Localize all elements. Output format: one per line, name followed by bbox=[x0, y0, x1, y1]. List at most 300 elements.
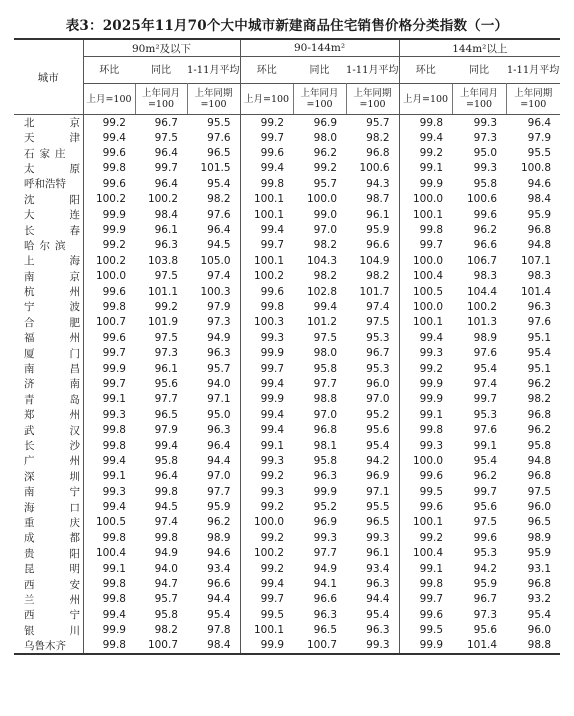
index-value-cell: 101.2 bbox=[306, 316, 338, 329]
index-value-cell: 96.5 bbox=[154, 408, 178, 421]
city-name-cell: 兰 州 bbox=[24, 593, 80, 606]
index-value-cell: 94.8 bbox=[527, 239, 552, 252]
index-value-cell: 93.2 bbox=[527, 593, 552, 606]
index-value-cell: 95.4 bbox=[473, 362, 498, 375]
index-value-cell: 101.3 bbox=[466, 316, 498, 329]
sub-header-large-yoy: 同比 bbox=[469, 64, 490, 76]
index-value-cell: 99.7 bbox=[154, 162, 178, 175]
index-value-cell: 95.9 bbox=[473, 578, 498, 591]
index-value-cell: 99.7 bbox=[240, 361, 293, 376]
index-value-cell: 98.2 bbox=[154, 624, 178, 637]
index-value-cell: 99.3 bbox=[83, 484, 135, 499]
index-value-cell: 95.9 bbox=[527, 547, 552, 560]
index-value-cell: 100.0 bbox=[399, 453, 452, 468]
index-value-cell: 94.9 bbox=[207, 331, 231, 344]
index-value-cell: 98.1 bbox=[313, 439, 338, 452]
index-value-cell: 104.4 bbox=[466, 285, 498, 298]
index-value-cell: 96.1 bbox=[366, 547, 390, 560]
index-value-cell: 98.8 bbox=[313, 393, 338, 406]
city-name-cell: 郑 州 bbox=[24, 409, 80, 422]
city-name-cell: 南 宁 bbox=[24, 486, 80, 499]
index-value-cell: 98.9 bbox=[207, 531, 231, 544]
index-value-cell: 101.1 bbox=[147, 285, 178, 298]
city-name-cell: 青 岛 bbox=[24, 393, 80, 406]
index-value-cell: 96.6 bbox=[366, 239, 390, 252]
city-name-cell: 天 津 bbox=[24, 132, 80, 145]
index-value-cell: 100.7 bbox=[306, 639, 338, 652]
index-value-cell: 99.7 bbox=[473, 485, 498, 498]
table-row bbox=[14, 130, 560, 145]
index-value-cell: 96.8 bbox=[313, 424, 338, 437]
table-row bbox=[14, 376, 560, 391]
index-value-cell: 96.6 bbox=[473, 239, 498, 252]
index-value-cell: 96.2 bbox=[473, 470, 498, 483]
city-name-cell: 沈 阳 bbox=[24, 193, 80, 206]
index-value-cell: 97.7 bbox=[313, 377, 338, 390]
index-value-cell: 97.9 bbox=[527, 131, 552, 144]
index-value-cell: 100.1 bbox=[399, 515, 452, 530]
index-value-cell: 99.8 bbox=[83, 530, 135, 545]
index-value-cell: 99.8 bbox=[154, 531, 178, 544]
index-value-cell: 97.9 bbox=[207, 300, 231, 313]
index-value-cell: 100.7 bbox=[83, 315, 135, 330]
index-value-cell: 101.4 bbox=[466, 639, 498, 652]
index-value-cell: 96.2 bbox=[313, 147, 338, 160]
index-value-cell: 99.3 bbox=[240, 453, 293, 468]
index-value-cell: 96.4 bbox=[154, 147, 178, 160]
index-value-cell: 95.6 bbox=[154, 377, 178, 390]
index-value-cell: 99.4 bbox=[240, 422, 293, 437]
index-value-cell: 99.1 bbox=[399, 561, 452, 576]
city-name-cell: 合 肥 bbox=[24, 316, 80, 329]
index-value-cell: 96.7 bbox=[366, 347, 390, 360]
index-value-cell: 99.6 bbox=[240, 284, 293, 299]
index-value-cell: 99.4 bbox=[240, 576, 293, 591]
index-value-cell: 100.3 bbox=[200, 285, 231, 298]
index-value-cell: 94.0 bbox=[207, 377, 231, 390]
table-row bbox=[14, 315, 560, 330]
index-value-cell: 100.7 bbox=[147, 639, 178, 652]
index-value-cell: 99.3 bbox=[473, 162, 498, 175]
index-value-cell: 98.9 bbox=[527, 531, 552, 544]
index-value-cell: 97.6 bbox=[207, 208, 231, 221]
index-value-cell: 99.9 bbox=[313, 485, 338, 498]
sub-header-small-yoy: 同比 bbox=[151, 64, 171, 76]
index-value-cell: 100.0 bbox=[83, 269, 135, 284]
index-value-cell: 95.6 bbox=[473, 501, 498, 514]
sub-header-small-ytd-avg: 1-11月平均 bbox=[187, 64, 240, 76]
table-row bbox=[14, 176, 560, 191]
index-value-cell: 97.1 bbox=[366, 485, 390, 498]
index-value-cell: 97.9 bbox=[154, 424, 178, 437]
index-value-cell: 99.2 bbox=[240, 469, 293, 484]
city-name-cell: 武 汉 bbox=[24, 424, 80, 437]
index-value-cell: 99.3 bbox=[399, 345, 452, 360]
index-value-cell: 97.3 bbox=[207, 316, 231, 329]
sub-header-large-ytd-avg: 1-11月平均 bbox=[506, 64, 560, 76]
index-value-cell: 100.0 bbox=[399, 192, 452, 207]
base-header-small-yoy: 上年同月=100 bbox=[135, 84, 187, 115]
table-row bbox=[14, 345, 560, 360]
index-value-cell: 94.6 bbox=[207, 547, 231, 560]
sub-header-medium-yoy: 同比 bbox=[309, 64, 330, 76]
index-value-cell: 96.1 bbox=[366, 208, 390, 221]
index-value-cell: 95.3 bbox=[366, 362, 390, 375]
index-value-cell: 95.7 bbox=[207, 362, 231, 375]
index-value-cell: 97.5 bbox=[366, 316, 390, 329]
index-value-cell: 99.3 bbox=[366, 639, 390, 652]
index-value-cell: 95.4 bbox=[366, 608, 390, 621]
base-header-large-yoy: 上年同月=100 bbox=[452, 84, 506, 115]
group-header-medium: 90-144m² bbox=[240, 39, 399, 57]
index-value-cell: 100.3 bbox=[240, 315, 293, 330]
index-value-cell: 98.2 bbox=[207, 193, 231, 206]
index-value-cell: 99.3 bbox=[313, 531, 338, 544]
index-value-cell: 99.9 bbox=[83, 361, 135, 376]
index-value-cell: 93.4 bbox=[366, 562, 390, 575]
table-row bbox=[14, 253, 560, 268]
index-value-cell: 102.8 bbox=[306, 285, 338, 298]
index-value-cell: 97.7 bbox=[154, 393, 178, 406]
index-value-cell: 95.4 bbox=[527, 608, 552, 621]
index-value-cell: 98.0 bbox=[313, 131, 338, 144]
index-value-cell: 93.4 bbox=[207, 562, 231, 575]
index-value-cell: 95.4 bbox=[473, 454, 498, 467]
index-value-cell: 97.7 bbox=[207, 485, 231, 498]
index-value-cell: 100.2 bbox=[240, 269, 293, 284]
index-value-cell: 99.8 bbox=[240, 299, 293, 314]
index-value-cell: 99.4 bbox=[83, 607, 135, 622]
index-value-cell: 96.2 bbox=[473, 224, 498, 237]
index-value-cell: 95.5 bbox=[366, 501, 390, 514]
city-name-cell: 西 安 bbox=[24, 578, 80, 591]
index-value-cell: 96.6 bbox=[207, 578, 231, 591]
index-value-cell: 99.8 bbox=[83, 592, 135, 607]
index-value-cell: 99.4 bbox=[154, 439, 178, 452]
index-value-cell: 99.4 bbox=[313, 300, 338, 313]
index-value-cell: 97.4 bbox=[207, 270, 231, 283]
index-value-cell: 98.8 bbox=[527, 639, 552, 652]
index-value-cell: 99.7 bbox=[399, 592, 452, 607]
index-value-cell: 99.6 bbox=[83, 330, 135, 345]
city-name-cell: 上 海 bbox=[24, 255, 80, 268]
index-value-cell: 99.2 bbox=[154, 300, 178, 313]
table-row bbox=[14, 499, 560, 514]
index-value-cell: 99.9 bbox=[399, 638, 452, 654]
index-value-cell: 98.3 bbox=[527, 270, 552, 283]
index-value-cell: 97.5 bbox=[154, 331, 178, 344]
table-row bbox=[14, 561, 560, 576]
index-value-cell: 99.6 bbox=[83, 145, 135, 160]
index-value-cell: 99.4 bbox=[240, 222, 293, 237]
base-header-small-mom: 上月=100 bbox=[83, 84, 135, 115]
sub-header-medium-ytd-avg: 1-11月平均 bbox=[346, 64, 399, 76]
index-value-cell: 100.4 bbox=[399, 546, 452, 561]
index-value-cell: 99.8 bbox=[399, 576, 452, 591]
index-value-cell: 95.7 bbox=[154, 593, 178, 606]
index-value-cell: 99.2 bbox=[399, 361, 452, 376]
index-value-cell: 96.3 bbox=[366, 624, 390, 637]
index-value-cell: 96.0 bbox=[527, 501, 552, 514]
index-value-cell: 99.8 bbox=[399, 422, 452, 437]
index-value-cell: 99.9 bbox=[399, 176, 452, 191]
index-value-cell: 100.4 bbox=[399, 269, 452, 284]
index-value-cell: 95.0 bbox=[207, 408, 231, 421]
index-value-cell: 99.1 bbox=[83, 469, 135, 484]
index-value-cell: 99.4 bbox=[83, 130, 135, 145]
table-row bbox=[14, 438, 560, 453]
index-value-cell: 100.1 bbox=[240, 623, 293, 638]
index-value-cell: 99.7 bbox=[473, 393, 498, 406]
index-value-cell: 97.0 bbox=[313, 408, 338, 421]
table-row bbox=[14, 607, 560, 622]
index-value-cell: 98.2 bbox=[366, 131, 390, 144]
index-value-cell: 95.9 bbox=[527, 208, 552, 221]
index-value-cell: 99.9 bbox=[399, 392, 452, 407]
index-value-cell: 97.6 bbox=[473, 347, 498, 360]
index-value-cell: 96.3 bbox=[313, 470, 338, 483]
index-value-cell: 99.1 bbox=[399, 161, 452, 176]
index-value-cell: 99.4 bbox=[83, 453, 135, 468]
index-value-cell: 99.4 bbox=[399, 130, 452, 145]
index-value-cell: 101.7 bbox=[359, 285, 390, 298]
index-value-cell: 95.4 bbox=[527, 347, 552, 360]
index-value-cell: 99.8 bbox=[83, 438, 135, 453]
index-value-cell: 96.7 bbox=[473, 593, 498, 606]
index-value-cell: 96.4 bbox=[154, 470, 178, 483]
city-name-cell: 福 州 bbox=[24, 332, 80, 345]
index-value-cell: 99.4 bbox=[240, 407, 293, 422]
index-value-cell: 96.8 bbox=[527, 408, 552, 421]
index-value-cell: 96.5 bbox=[207, 147, 231, 160]
index-value-cell: 99.7 bbox=[399, 238, 452, 253]
index-value-cell: 94.2 bbox=[366, 454, 390, 467]
index-value-cell: 101.4 bbox=[521, 285, 552, 298]
index-value-cell: 98.4 bbox=[207, 639, 231, 652]
index-value-cell: 100.2 bbox=[147, 193, 178, 206]
index-value-cell: 95.3 bbox=[473, 408, 498, 421]
index-value-cell: 96.3 bbox=[207, 347, 231, 360]
index-value-cell: 97.7 bbox=[313, 547, 338, 560]
city-name-cell: 北 京 bbox=[24, 117, 80, 129]
base-header-small-ytd-avg: 上年同期=100 bbox=[187, 84, 240, 115]
index-value-cell: 95.4 bbox=[366, 439, 390, 452]
index-value-cell: 94.9 bbox=[313, 562, 338, 575]
index-value-cell: 98.2 bbox=[366, 270, 390, 283]
index-value-cell: 99.6 bbox=[473, 531, 498, 544]
index-value-cell: 100.0 bbox=[306, 193, 338, 206]
sub-header-small-mom: 环比 bbox=[83, 57, 135, 84]
index-value-cell: 99.8 bbox=[240, 176, 293, 191]
base-header-medium-ytd-avg: 上年同期=100 bbox=[346, 84, 399, 115]
index-value-cell: 99.6 bbox=[83, 284, 135, 299]
index-value-cell: 99.6 bbox=[399, 607, 452, 622]
index-value-cell: 99.9 bbox=[240, 638, 293, 654]
index-value-cell: 99.9 bbox=[399, 376, 452, 391]
index-value-cell: 97.5 bbox=[313, 331, 338, 344]
index-value-cell: 99.2 bbox=[399, 530, 452, 545]
index-value-cell: 95.8 bbox=[154, 608, 178, 621]
index-value-cell: 99.3 bbox=[399, 438, 452, 453]
table-row bbox=[14, 361, 560, 376]
index-value-cell: 99.1 bbox=[83, 392, 135, 407]
index-value-cell: 94.1 bbox=[313, 578, 338, 591]
city-name-cell: 广 州 bbox=[24, 455, 80, 468]
index-value-cell: 99.9 bbox=[83, 207, 135, 222]
city-name-cell: 呼和浩特 bbox=[24, 178, 66, 191]
index-value-cell: 95.8 bbox=[473, 177, 498, 190]
index-value-cell: 95.7 bbox=[366, 116, 390, 129]
index-value-cell: 99.1 bbox=[83, 561, 135, 576]
index-value-cell: 99.7 bbox=[240, 592, 293, 607]
index-value-cell: 101.9 bbox=[147, 316, 178, 329]
index-value-cell: 99.8 bbox=[399, 222, 452, 237]
table-row bbox=[14, 623, 560, 638]
index-value-cell: 100.6 bbox=[466, 193, 498, 206]
table-row bbox=[14, 484, 560, 499]
index-value-cell: 98.0 bbox=[313, 347, 338, 360]
index-value-cell: 105.0 bbox=[200, 254, 231, 267]
table-row bbox=[14, 392, 560, 407]
city-name-cell: 长 春 bbox=[24, 224, 80, 237]
index-value-cell: 94.8 bbox=[527, 454, 552, 467]
group-header-large: 144m²以上 bbox=[399, 39, 560, 57]
index-value-cell: 96.4 bbox=[207, 224, 231, 237]
index-value-cell: 99.4 bbox=[240, 376, 293, 391]
index-value-cell: 95.5 bbox=[207, 116, 231, 129]
index-value-cell: 97.4 bbox=[366, 300, 390, 313]
index-value-cell: 100.6 bbox=[359, 162, 390, 175]
index-value-cell: 100.1 bbox=[399, 207, 452, 222]
index-value-cell: 100.1 bbox=[240, 253, 293, 268]
index-value-cell: 98.2 bbox=[313, 270, 338, 283]
index-value-cell: 99.4 bbox=[399, 330, 452, 345]
index-value-cell: 95.6 bbox=[473, 624, 498, 637]
index-value-cell: 97.0 bbox=[207, 470, 231, 483]
index-value-cell: 95.4 bbox=[207, 608, 231, 621]
table-row bbox=[14, 145, 560, 160]
index-value-cell: 95.4 bbox=[207, 177, 231, 190]
sub-header-row bbox=[14, 57, 560, 84]
index-value-cell: 99.4 bbox=[240, 161, 293, 176]
index-value-cell: 97.4 bbox=[154, 516, 178, 529]
index-value-cell: 95.1 bbox=[527, 331, 552, 344]
index-value-cell: 95.8 bbox=[154, 454, 178, 467]
table-row bbox=[14, 284, 560, 299]
index-value-cell: 95.9 bbox=[207, 501, 231, 514]
index-value-cell: 96.2 bbox=[207, 516, 231, 529]
city-name-cell: 太 原 bbox=[24, 162, 80, 175]
index-value-cell: 100.0 bbox=[399, 253, 452, 268]
table-row bbox=[14, 330, 560, 345]
price-index-table bbox=[14, 38, 560, 655]
index-value-cell: 96.3 bbox=[366, 578, 390, 591]
index-value-cell: 99.1 bbox=[399, 407, 452, 422]
table-row bbox=[14, 592, 560, 607]
table-row bbox=[14, 407, 560, 422]
index-value-cell: 107.1 bbox=[521, 254, 552, 267]
index-value-cell: 98.4 bbox=[527, 193, 552, 206]
index-value-cell: 100.0 bbox=[399, 299, 452, 314]
city-name-cell: 济 南 bbox=[24, 378, 80, 391]
index-value-cell: 100.5 bbox=[83, 515, 135, 530]
index-value-cell: 99.6 bbox=[399, 499, 452, 514]
city-name-cell: 成 都 bbox=[24, 532, 80, 545]
index-value-cell: 95.8 bbox=[313, 454, 338, 467]
base-header-row bbox=[14, 84, 560, 115]
index-value-cell: 96.9 bbox=[313, 516, 338, 529]
table-row bbox=[14, 469, 560, 484]
index-value-cell: 99.3 bbox=[473, 116, 498, 129]
index-value-cell: 99.2 bbox=[240, 499, 293, 514]
index-value-cell: 100.2 bbox=[466, 300, 498, 313]
index-value-cell: 96.8 bbox=[527, 470, 552, 483]
index-value-cell: 94.7 bbox=[154, 578, 178, 591]
index-value-cell: 97.5 bbox=[527, 485, 552, 498]
index-value-cell: 99.9 bbox=[83, 222, 135, 237]
base-header-large-ytd-avg: 上年同期=100 bbox=[506, 84, 560, 115]
index-value-cell: 96.9 bbox=[366, 470, 390, 483]
index-value-cell: 95.9 bbox=[366, 224, 390, 237]
index-value-cell: 97.6 bbox=[527, 316, 552, 329]
index-value-cell: 97.3 bbox=[473, 608, 498, 621]
index-value-cell: 96.8 bbox=[366, 147, 390, 160]
index-value-cell: 97.6 bbox=[207, 131, 231, 144]
table-row bbox=[14, 161, 560, 176]
index-value-cell: 99.6 bbox=[240, 145, 293, 160]
index-value-cell: 96.3 bbox=[154, 239, 178, 252]
index-value-cell: 94.5 bbox=[154, 501, 178, 514]
index-value-cell: 103.8 bbox=[147, 254, 178, 267]
index-value-cell: 99.0 bbox=[313, 208, 338, 221]
index-value-cell: 97.1 bbox=[207, 393, 231, 406]
table-row bbox=[14, 453, 560, 468]
index-value-cell: 99.8 bbox=[83, 638, 135, 654]
index-value-cell: 96.5 bbox=[527, 516, 552, 529]
index-value-cell: 96.5 bbox=[366, 516, 390, 529]
index-value-cell: 101.5 bbox=[200, 162, 231, 175]
index-value-cell: 97.3 bbox=[154, 347, 178, 360]
city-name-cell: 哈尔滨 bbox=[24, 239, 71, 252]
city-name-cell: 海 口 bbox=[24, 501, 80, 514]
index-value-cell: 96.0 bbox=[527, 624, 552, 637]
index-value-cell: 99.7 bbox=[240, 130, 293, 145]
index-value-cell: 96.2 bbox=[527, 377, 552, 390]
index-value-cell: 99.9 bbox=[240, 345, 293, 360]
index-value-cell: 98.2 bbox=[527, 393, 552, 406]
index-value-cell: 94.4 bbox=[207, 454, 231, 467]
city-name-cell: 南 京 bbox=[24, 270, 80, 283]
table-row bbox=[14, 115, 560, 131]
index-value-cell: 99.7 bbox=[83, 345, 135, 360]
city-name-cell: 贵 阳 bbox=[24, 547, 80, 560]
index-value-cell: 97.5 bbox=[473, 516, 498, 529]
index-value-cell: 96.1 bbox=[154, 362, 178, 375]
table-row bbox=[14, 299, 560, 314]
index-value-cell: 99.3 bbox=[366, 531, 390, 544]
table-row bbox=[14, 222, 560, 237]
index-value-cell: 95.0 bbox=[473, 147, 498, 160]
city-name-cell: 深 圳 bbox=[24, 470, 80, 483]
city-name-cell: 乌鲁木齐 bbox=[24, 639, 66, 652]
index-value-cell: 97.3 bbox=[473, 131, 498, 144]
index-value-cell: 100.0 bbox=[240, 515, 293, 530]
index-value-cell: 97.4 bbox=[473, 377, 498, 390]
index-value-cell: 100.2 bbox=[83, 192, 135, 207]
table-row bbox=[14, 207, 560, 222]
index-value-cell: 96.0 bbox=[366, 377, 390, 390]
index-value-cell: 99.8 bbox=[83, 299, 135, 314]
